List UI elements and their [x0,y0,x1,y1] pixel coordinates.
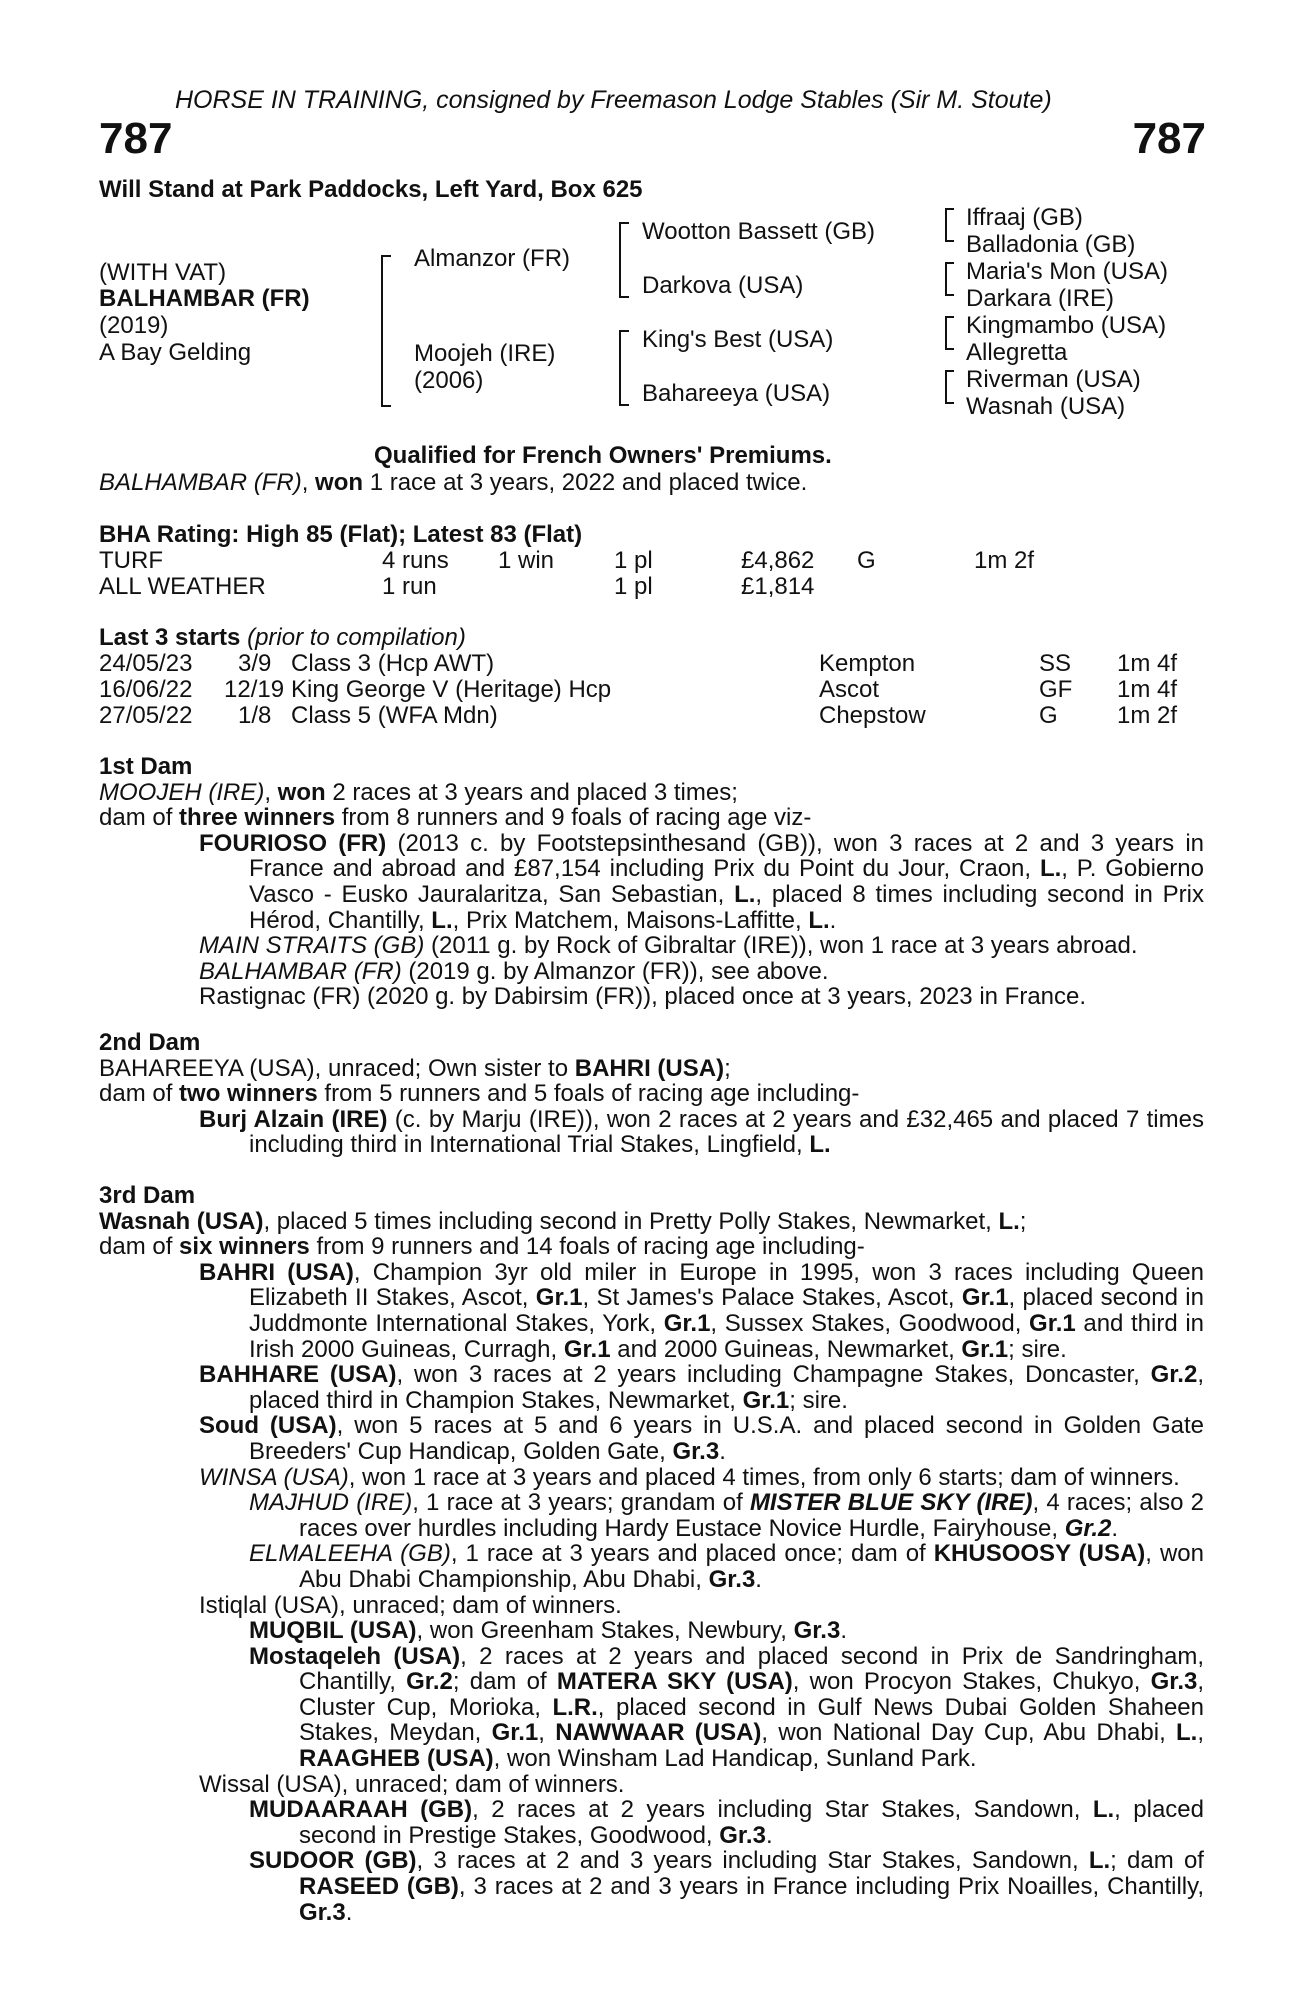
pedigree-brace-3b [945,262,954,296]
start-date: 27/05/22 [99,702,193,729]
produce-soud [99,1413,1204,1464]
text: , placed second in Gulf News Dubai Golden Shaheen Stakes, Meydan, [299,1693,1204,1747]
text: , placed third in Champion Stakes, Newmarket, [249,1361,1204,1414]
pedigree-g3-3: Maria's Mon (USA) [966,258,1168,285]
text: ; dam of [1110,1847,1204,1875]
produce-balhambar [99,959,1204,985]
pedigree-g3-6: Allegretta [966,339,1068,366]
text: dam of [99,1233,180,1261]
grade: L. [1039,855,1062,883]
sibling-name: BAHRI (USA) [574,1054,725,1082]
text: . [345,1898,353,1926]
produce-winsa [99,1465,1204,1491]
horse-year: (2019) [99,312,169,339]
produce-name: BAHHARE (USA) [199,1361,397,1389]
grade: Gr.1 [535,1284,583,1312]
grade: Gr.2 [1064,1514,1112,1542]
dam-won: won [277,778,326,806]
produce-fourioso [99,831,1204,933]
text: , won National Day Cup, Abu Dhabi, [761,1719,1176,1747]
starts-title-text: Last 3 starts [99,624,241,651]
rating-placed: 1 pl [614,547,653,574]
text: , 1 race at 3 years; grandam of [412,1489,750,1517]
rating-title: BHA Rating: High 85 (Flat); Latest 83 (Flat) [99,521,583,548]
starts-note: (prior to compilation) [247,624,466,651]
text: , placed second in Juddmonte International Stakes, York, [249,1284,1204,1337]
dam-name: Wasnah (USA) [99,1207,264,1235]
produce-name: MAIN STRAITS (GB) [199,932,425,960]
grade: Gr.3 [793,1617,841,1645]
second-dam-heading: 2nd Dam [99,1029,201,1056]
start-position: 12/19 [224,676,285,703]
grade: L.R. [552,1693,598,1721]
grade: Gr.2 [1150,1361,1198,1389]
produce-main-straits [99,933,1204,959]
text: ; sire. [789,1386,848,1414]
produce-rastignac: Rastignac (FR) (2020 g. by Dabirsim (FR)), placed once at 3 years, 2023 in France. [199,983,1087,1011]
lot-number-right: 787 [1132,114,1206,163]
text: , 4 races; also 2 races over hurdles including Hardy Eustace Novice Hurdle, Fairyhouse, [299,1489,1204,1542]
notable-name: MATERA SKY (USA) [556,1668,793,1696]
second-dam-line [99,1056,1204,1082]
text: and third in Irish 2000 Guineas, Curragh, [249,1309,1204,1363]
grade: Gr.1 [663,1309,711,1337]
race-summary: BALHAMBAR (FR), won 1 race at 3 years, 2022 and placed twice. [99,469,808,496]
pedigree-dam: Moojeh (IRE) [414,340,556,367]
pedigree-sire-sire: Wootton Bassett (GB) [642,218,875,245]
text: , won 1 race at 3 years and placed 4 times, from only 6 starts; dam of winners. [348,1463,1180,1491]
pedigree-g3-8: Wasnah (USA) [966,393,1126,420]
text: dam of [99,1080,180,1108]
text: ; [724,1054,731,1082]
produce-name: SUDOOR (GB) [249,1847,417,1875]
start-course: Ascot [819,676,880,703]
text: from 9 runners and 14 foals of racing age including- [309,1233,865,1261]
third-dam-line [99,1209,1204,1235]
horse-description: A Bay Gelding [99,339,252,366]
start-distance: 1m 4f [1117,676,1178,703]
text: , Prix Matchem, Maisons-Laffitte, [452,906,809,934]
grade: L. [1092,1796,1115,1824]
text: (2013 c. by Footstepsinthesand (GB)), won 3 races at 2 and 3 years in France and abroad and £87,154 including Prix du Point du Jour, Craon, [249,829,1204,883]
starts-title [99,625,466,651]
text: (c. by Marju (IRE)), won 2 races at 2 years and £32,465 and placed 7 times including third in International Trial Stakes, Lingfield, [249,1105,1204,1159]
produce-name: WINSA (USA) [199,1463,349,1491]
produce-name: FOURIOSO (FR) [199,829,387,857]
start-distance: 1m 2f [1117,702,1178,729]
summary-won: won [315,469,364,496]
text: ; dam of [452,1668,557,1696]
rating-prize: £4,862 [741,547,815,574]
grade: Gr.2 [406,1668,453,1696]
produce-bahhare [99,1362,1204,1413]
notable-name: RASEED (GB) [299,1873,459,1901]
rating-prize: £1,814 [741,573,815,600]
text: . [829,906,837,934]
produce-sudoor [99,1848,1204,1925]
pedigree-brace-2a [619,222,629,298]
text: ; [1019,1207,1027,1235]
pedigree-brace-3c [945,316,954,350]
pedigree-g3-4: Darkara (IRE) [966,285,1115,312]
grade: Gr.1 [961,1335,1009,1363]
text: dam of [99,804,180,832]
start-going: SS [1039,650,1072,677]
qualified-note: Qualified for French Owners' Premiums. [374,442,832,469]
rating-wins: 1 win [498,547,555,574]
start-distance: 1m 4f [1117,650,1178,677]
pedigree-dam-dam: Bahareeya (USA) [642,380,831,407]
text: , placed second in Prestige Stakes, Goodwood, [299,1796,1204,1849]
text: (2019 g. by Almanzor (FR)), see above. [401,957,829,985]
text: , Champion 3yr old miler in Europe in 1995, won 3 races including Queen Elizabeth II Stakes, Ascot, [249,1258,1204,1312]
text: (2011 g. by Rock of Gibraltar (IRE)), won 1 race at 3 years abroad. [424,932,1138,960]
start-going: G [1039,702,1058,729]
grade: Gr.3 [1150,1668,1198,1696]
winners-count: three winners [179,804,336,832]
start-date: 16/06/22 [99,676,193,703]
produce-istiqlal: Istiqlal (USA), unraced; dam of winners. [199,1591,622,1619]
text: , won Winsham Lad Handicap, Sunland Park. [493,1745,977,1773]
produce-majhud [99,1490,1204,1541]
text: , 2 races at 2 years and placed second in Prix de Sandringham, Chantilly, [299,1642,1204,1696]
pedigree-g3-2: Balladonia (GB) [966,231,1136,258]
grade: L. [431,906,453,934]
horse-name: BALHAMBAR (FR) [99,285,310,312]
produce-name: BALHAMBAR (FR) [199,957,402,985]
winners-count: six winners [179,1233,310,1261]
pedigree-g3-7: Riverman (USA) [966,366,1141,393]
pedigree-sire: Almanzor (FR) [414,245,571,272]
start-position: 1/8 [238,702,272,729]
second-dam-produce-line [99,1081,1204,1107]
start-course: Chepstow [819,702,926,729]
text: , [538,1719,556,1747]
text: . [1111,1514,1119,1542]
summary-text: 1 race at 3 years, 2022 and placed twice. [363,469,808,496]
text: , 3 races at 2 and 3 years in France including Prix Noailles, Chantilly, [458,1873,1205,1901]
rating-placed: 1 pl [614,573,653,600]
produce-burj-alzain [99,1107,1204,1158]
third-dam-section [99,1183,1204,1925]
text: , won Greenham Stakes, Newbury, [416,1617,794,1645]
third-dam-heading: 3rd Dam [99,1182,196,1209]
text: , 3 races at 2 and 3 years including Star Stakes, Sandown, [416,1847,1089,1875]
pedigree-brace-1 [381,255,391,407]
text: , won 3 races at 2 years including Champagne Stakes, Doncaster, [396,1361,1151,1389]
produce-name: MAJHUD (IRE) [249,1489,413,1517]
text: , 1 race at 3 years and placed once; dam of [450,1540,934,1568]
produce-name: ELMALEEHA (GB) [249,1540,451,1568]
rating-distance: 1m 2f [974,547,1035,574]
grade: L. [734,880,756,908]
grade: Gr.1 [742,1386,790,1414]
first-dam-section [99,754,1204,1010]
produce-bahri [99,1260,1204,1362]
pedigree-g3-5: Kingmambo (USA) [966,312,1167,339]
text: , P. Gobierno Vasco - Eusko Jauralaritza, San Sebastian, [249,855,1204,908]
start-race: Class 5 (WFA Mdn) [291,702,498,729]
produce-name: BAHRI (USA) [199,1258,354,1286]
text: , 2 races at 2 years including Star Stakes, Sandown, [472,1796,1093,1824]
notable-name: MISTER BLUE SKY (IRE) [749,1489,1033,1517]
text: , [1197,1719,1204,1747]
pedigree-brace-2b [619,330,629,406]
grade: Gr.3 [299,1898,346,1926]
text: , Sussex Stakes, Goodwood, [710,1309,1030,1337]
text: , St James's Palace Stakes, Ascot, [582,1284,962,1312]
grade: Gr.1 [563,1335,611,1363]
produce-mudaaraah [99,1797,1204,1848]
first-dam-line: MOOJEH (IRE), won 2 races at 3 years and placed 3 times; [99,778,738,806]
grade: Gr.1 [1029,1309,1076,1337]
rating-surface: ALL WEATHER [99,573,266,600]
start-position: 3/9 [238,650,272,677]
stand-location: Will Stand at Park Paddocks, Left Yard, Box 625 [99,176,643,203]
rating-going: G [857,547,876,574]
text: . [840,1617,847,1645]
produce-mostaqeleh [99,1644,1204,1772]
rating-runs: 4 runs [382,547,449,574]
produce-name: MUQBIL (USA) [249,1617,417,1645]
start-race: King George V (Heritage) Hcp [291,676,612,703]
text: . [719,1437,726,1465]
grade: L. [998,1207,1020,1235]
text: , won Abu Dhabi Championship, Abu Dhabi, [299,1540,1204,1593]
grade: Gr.1 [491,1719,539,1747]
third-dam-produce-line [99,1234,1204,1260]
pedigree-g3-1: Iffraaj (GB) [966,204,1083,231]
start-race: Class 3 (Hcp AWT) [291,650,495,677]
grade: Gr.3 [672,1437,720,1465]
grade: L. [808,906,830,934]
grade: Gr.3 [719,1821,766,1849]
produce-name: Burj Alzain (IRE) [199,1105,388,1133]
text: , won Procyon Stakes, Chukyo, [792,1668,1151,1696]
rating-surface: TURF [99,547,163,574]
produce-wissal: Wissal (USA), unraced; dam of winners. [199,1770,625,1798]
first-dam-produce-line [99,805,1204,831]
grade: Gr.1 [961,1284,1009,1312]
pedigree-brace-3a [945,208,954,242]
pedigree-brace-3d [945,370,954,404]
lot-number-left: 787 [99,114,173,163]
start-date: 24/05/23 [99,650,193,677]
vat-note: (WITH VAT) [99,259,227,286]
pedigree-dam-year: (2006) [414,367,484,394]
start-course: Kempton [819,650,916,677]
text: . [755,1565,762,1593]
text: , placed 8 times including second in Prix Hérod, Chantilly, [249,880,1205,934]
produce-muqbil [99,1618,1204,1644]
produce-elmaleeha [99,1541,1204,1592]
text: ; sire. [1008,1335,1067,1363]
grade: Gr.3 [708,1565,756,1593]
first-dam-heading: 1st Dam [99,753,193,780]
text: from 8 runners and 9 foals of racing age viz- [335,804,812,832]
produce-name: Soud (USA) [199,1412,337,1440]
grade: L. [1088,1847,1111,1875]
summary-horse-name: BALHAMBAR (FR) [99,469,302,496]
grade: L. [1176,1719,1198,1747]
second-dam-section [99,1030,1204,1158]
notable-name: NAWWAAR (USA) [555,1719,762,1747]
pedigree-dam-sire: King's Best (USA) [642,326,834,353]
page-header: HORSE IN TRAINING, consigned by Freemason Lodge Stables (Sir M. Stoute) [175,86,1052,114]
grade: L. [809,1131,831,1159]
start-going: GF [1039,676,1073,703]
text: , placed 5 times including second in Pretty Polly Stakes, Newmarket, [263,1207,999,1235]
notable-name: RAAGHEB (USA) [299,1745,494,1773]
winners-count: two winners [179,1080,318,1108]
text: BAHAREEYA (USA), unraced; Own sister to [99,1054,575,1082]
text: and 2000 Guineas, Newmarket, [610,1335,962,1363]
produce-name: MUDAARAAH (GB) [249,1796,473,1824]
produce-name: Mostaqeleh (USA) [249,1642,461,1670]
text: , won 5 races at 5 and 6 years in U.S.A. and placed second in Golden Gate Breeders' Cup Handicap, Golden Gate, [249,1412,1205,1465]
text: , Cluster Cup, Morioka, [299,1668,1205,1721]
notable-name: KHUSOOSY (USA) [933,1540,1146,1568]
text: from 5 runners and 5 foals of racing age including- [317,1080,860,1108]
dam-name: MOOJEH (IRE) [99,778,265,806]
text: . [765,1821,773,1849]
dam-record: 2 races at 3 years and placed 3 times; [325,778,738,806]
rating-runs: 1 run [382,573,437,600]
pedigree-sire-dam: Darkova (USA) [642,272,804,299]
